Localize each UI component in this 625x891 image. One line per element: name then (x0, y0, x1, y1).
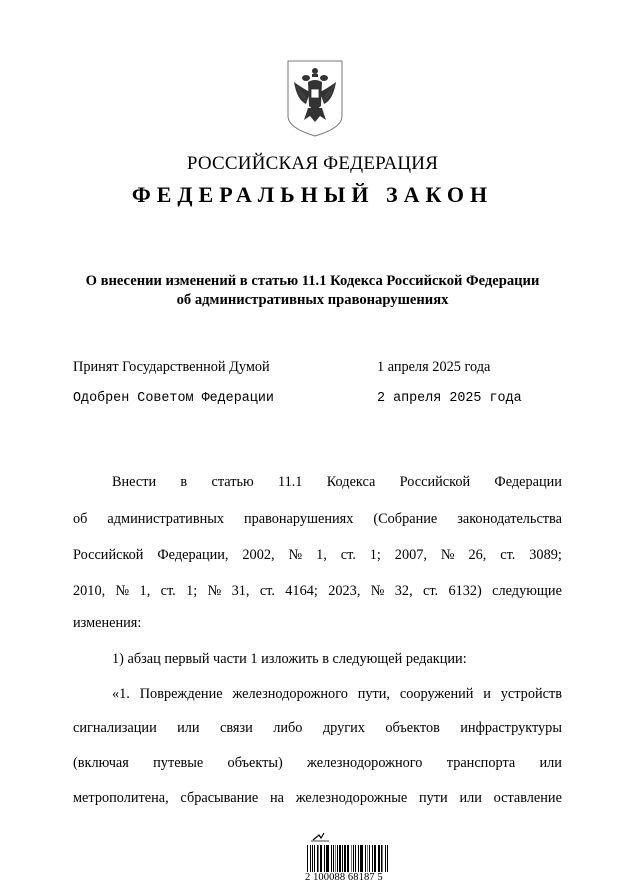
barcode-bar (375, 845, 376, 872)
barcode (305, 830, 415, 886)
body-word: 2007, (394, 547, 427, 563)
barcode-bar (367, 845, 368, 872)
body-word: инфраструктуры (460, 720, 562, 736)
body-word: следующие (492, 583, 562, 599)
barcode-bar (355, 845, 356, 872)
barcode-bar (360, 845, 361, 872)
barcode-bar (348, 845, 349, 872)
barcode-bar (331, 845, 332, 872)
body-word: ст. (259, 583, 275, 599)
body-word: «1. (112, 686, 130, 702)
barcode-bar (372, 845, 373, 872)
barcode-bar (378, 845, 379, 872)
body-word: транспорта (446, 755, 516, 771)
body-word: сооружений (399, 686, 474, 702)
body-word: № (288, 547, 303, 563)
barcode-bar (351, 845, 352, 872)
body-word: ст. (340, 547, 356, 563)
barcode-bars (307, 845, 389, 872)
body-word: 31, (231, 583, 250, 599)
body-word: 11.1 (277, 474, 303, 490)
body-line (73, 547, 562, 564)
body-word: на (269, 790, 284, 806)
body-word: 6132) (448, 583, 482, 599)
barcode-bar (374, 845, 375, 872)
body-word: железнодорожные (295, 790, 408, 806)
body-word: Российской (73, 547, 144, 563)
body-word: железнодорожного (307, 755, 423, 771)
body-word: или (459, 790, 482, 806)
body-word: в (180, 474, 188, 490)
adoption-label: Одобрен Советом Федерации (73, 391, 274, 406)
body-word: либо (273, 720, 303, 736)
body-word: (включая (73, 755, 129, 771)
body-word: связи (220, 720, 253, 736)
body-line (73, 511, 562, 528)
barcode-bar (382, 845, 383, 872)
barcode-bar (369, 845, 370, 872)
body-word: № (207, 583, 222, 599)
body-word: административных (107, 511, 224, 527)
barcode-bar (342, 845, 343, 872)
body-word: 1, (316, 547, 327, 563)
barcode-bar (381, 845, 382, 872)
barcode-bar (310, 845, 311, 872)
law-title-line: об административных правонарушениях (176, 292, 449, 308)
body-word: № (115, 583, 130, 599)
body-line: изменения: (73, 615, 142, 631)
adoption-date: 1 апреля 2025 года (377, 359, 491, 375)
body-word: 1; (186, 583, 198, 599)
body-word: оставление (493, 790, 562, 806)
body-line (73, 790, 562, 807)
barcode-number: 2 100088 68187 5 (305, 872, 383, 883)
barcode-bar (320, 845, 322, 872)
body-word: Кодекса (326, 474, 376, 490)
body-word: Российской (399, 474, 471, 490)
law-title (60, 272, 565, 310)
barcode-bar (353, 845, 354, 872)
body-word: 1; (369, 547, 381, 563)
law-type-heading: ФЕДЕРАЛЬНЫЙ ЗАКОН (131, 182, 494, 207)
body-word: 2023, (328, 583, 361, 599)
body-line (112, 686, 562, 703)
body-word: № (370, 583, 385, 599)
body-word: 3089; (529, 547, 562, 563)
adoption-label: Принят Государственной Думой (73, 359, 270, 375)
body-word: статью (211, 474, 254, 490)
body-word: путевые (153, 755, 204, 771)
adoption-date: 2 апреля 2025 года (377, 391, 522, 406)
body-word: метрополитена, (73, 790, 169, 806)
body-word: железнодорожного (232, 686, 348, 702)
barcode-bar (335, 845, 336, 872)
barcode-bar (347, 845, 348, 872)
printing-house-logo-icon (311, 831, 329, 843)
law-title-line: О внесении изменений в статью 11.1 Кодекса Российской Федерации (85, 273, 540, 289)
body-line (73, 755, 562, 772)
body-line (112, 474, 562, 491)
barcode-bar (358, 845, 359, 872)
body-word: или (177, 720, 200, 736)
barcode-bar (361, 845, 363, 872)
barcode-bar (324, 845, 325, 872)
body-word: 32, (394, 583, 413, 599)
body-word: Повреждение (139, 686, 223, 702)
body-word: объектов (385, 720, 440, 736)
barcode-bar (318, 845, 319, 872)
barcode-bar (314, 845, 315, 872)
body-word: Федерации (494, 474, 562, 490)
barcode-bar (385, 845, 386, 872)
body-word: законодательства (457, 511, 562, 527)
body-word: и (483, 686, 491, 702)
body-word: других (322, 720, 365, 736)
barcode-bar (387, 845, 388, 872)
body-word: объекты) (227, 755, 283, 771)
body-line: 1) абзац первый части 1 изложить в следующей редакции: (112, 651, 467, 667)
barcode-bar (307, 845, 308, 872)
body-word: 2010, (73, 583, 106, 599)
body-word: сбрасывание (180, 790, 259, 806)
barcode-bar (317, 845, 318, 872)
body-word: устройств (500, 686, 562, 702)
barcode-bar (339, 845, 341, 872)
barcode-bar (327, 845, 328, 872)
body-word: Внести (112, 474, 157, 490)
country-name: РОССИЙСКАЯ ФЕДЕРАЦИЯ (186, 153, 439, 174)
barcode-bar (337, 845, 338, 872)
body-word: 26, (468, 547, 487, 563)
body-line (73, 583, 562, 600)
barcode-bar (344, 845, 345, 872)
barcode-bar (333, 845, 334, 872)
barcode-bar (365, 845, 366, 872)
body-word: пути (419, 790, 448, 806)
body-line (73, 720, 562, 737)
body-word: (Собрание (373, 511, 438, 527)
body-word: сигнализации (73, 720, 157, 736)
body-word: 2002, (242, 547, 275, 563)
body-word: об (73, 511, 88, 527)
body-word: 1, (139, 583, 151, 599)
body-word: № (440, 547, 455, 563)
barcode-bar (326, 845, 327, 872)
body-word: ст. (160, 583, 176, 599)
body-word: пути, (357, 686, 390, 702)
body-word: Федерации, (157, 547, 229, 563)
body-word: ст. (500, 547, 516, 563)
body-word: правонарушениях (243, 511, 354, 527)
body-word: 4164; (285, 583, 318, 599)
body-word: или (539, 755, 562, 771)
russian-coat-of-arms-icon (284, 58, 346, 138)
barcode-bar (312, 845, 313, 872)
body-word: ст. (423, 583, 439, 599)
